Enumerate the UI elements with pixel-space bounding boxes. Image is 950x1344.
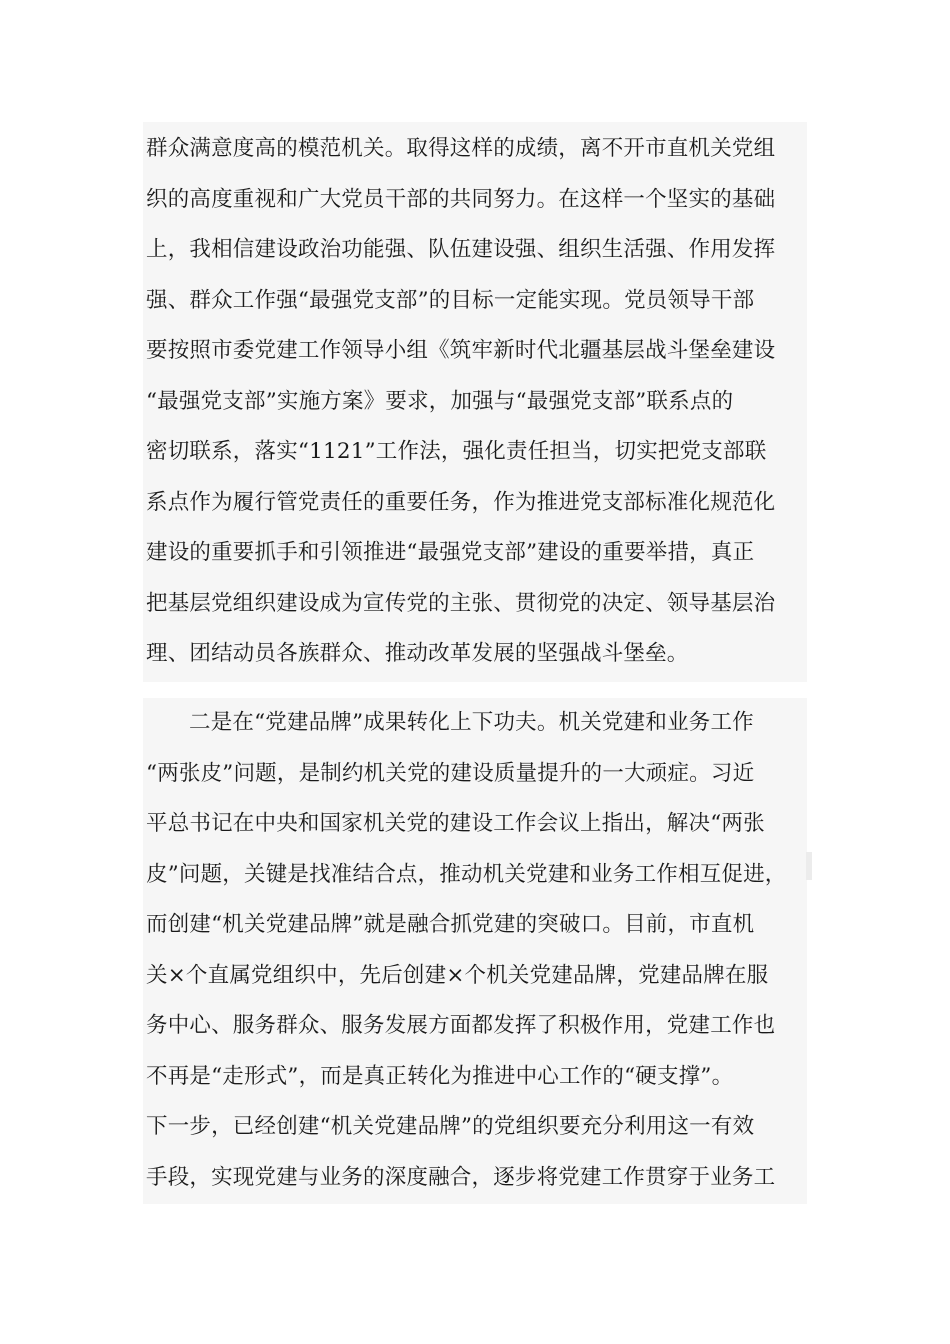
text-overflow-edge [806, 852, 812, 880]
text-line: 关×个直属党组织中，先后创建×个机关党建品牌，党建品牌在服 [146, 962, 769, 988]
text-line: 手段，实现党建与业务的深度融合，逐步将党建工作贯穿于业务工 [146, 1164, 776, 1190]
text-line: 建设的重要抓手和引领推进“最强党支部”建设的重要举措，真正 [146, 540, 755, 565]
text-line: 不再是“走形式”，而是真正转化为推进中心工作的“硬支撑”。 [146, 1063, 734, 1089]
text-line: “最强党支部”实施方案》要求，加强与“最强党支部”联系点的 [146, 388, 734, 414]
text-line: “两张皮”问题，是制约机关党的建设质量提升的一大顽症。习近 [146, 760, 755, 786]
text-line: 皮”问题，关键是找准结合点，推动机关党建和业务工作相互促进， [146, 861, 787, 887]
text-line: 密切联系，落实“1121”工作法，强化责任担当，切实把党支部联 [146, 439, 767, 464]
text-line: 平总书记在中央和国家机关党的建设工作会议上指出，解决“两张 [146, 811, 765, 836]
text-line: 理、团结动员各族群众、推动改革发展的坚强战斗堡垒。 [146, 641, 689, 666]
text-line: 而创建“机关党建品牌”就是融合抓党建的突破口。目前，市直机 [146, 912, 755, 937]
paragraph-1 [143, 122, 807, 682]
text-line: 织的高度重视和广大党员干部的共同努力。在这样一个坚实的基础 [146, 186, 776, 212]
text-line: 上，我相信建设政治功能强、队伍建设强、组织生活强、作用发挥 [146, 237, 776, 262]
text-line: 二是在“党建品牌”成果转化上下功夫。机关党建和业务工作 [189, 710, 754, 735]
text-line: 系点作为履行管党责任的重要任务，作为推进党支部标准化规范化 [146, 489, 776, 515]
text-line: 务中心、服务群众、服务发展方面都发挥了积极作用，党建工作也 [146, 1013, 776, 1038]
text-line: 把基层党组织建设成为宣传党的主张、贯彻党的决定、领导基层治 [146, 590, 776, 616]
text-line: 强、群众工作强“最强党支部”的目标一定能实现。党员领导干部 [146, 287, 755, 313]
paragraph-2 [143, 698, 807, 1204]
text-line: 群众满意度高的模范机关。取得这样的成绩，离不开市直机关党组 [146, 136, 776, 161]
text-line: 下一步，已经创建“机关党建品牌”的党组织要充分利用这一有效 [146, 1114, 755, 1139]
text-line: 要按照市委党建工作领导小组《筑牢新时代北疆基层战斗堡垒建设 [146, 338, 776, 363]
